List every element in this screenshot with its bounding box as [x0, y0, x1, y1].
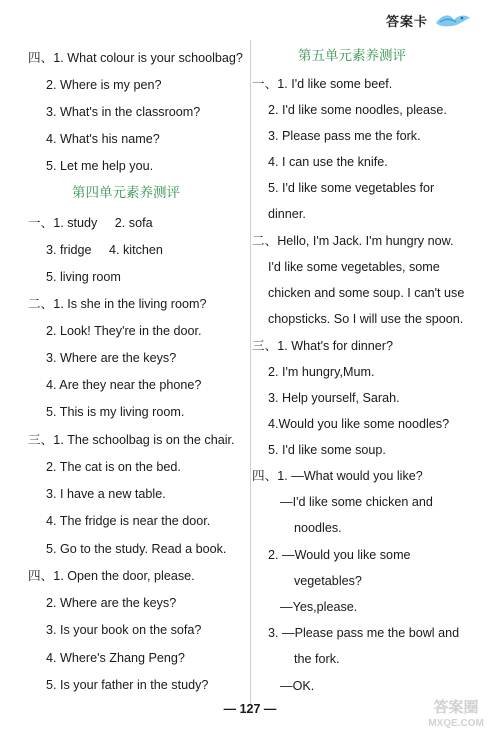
- answer-line: 二、Hello, I'm Jack. I'm hungry now.: [252, 234, 454, 248]
- answer-card-header: [386, 4, 472, 36]
- answer-line: noodles.: [294, 521, 342, 535]
- answer-line: 4. Are they near the phone?: [46, 378, 202, 392]
- answer-line: 3. Where are the keys?: [46, 351, 177, 365]
- answer-line: 4.Would you like some noodles?: [268, 417, 450, 431]
- answer-line: 3. Help yourself, Sarah.: [268, 391, 400, 405]
- watermark-line1: 答案圈: [433, 699, 479, 716]
- answer-line: 2. Look! They're in the door.: [46, 324, 202, 338]
- answer-line: 5. I'd like some soup.: [268, 443, 386, 457]
- watermark-line2: MXQE.COM: [428, 718, 484, 729]
- answer-line: 3. —Please pass me the bowl and: [268, 626, 460, 640]
- answer-line: chopsticks. So I will use the spoon.: [268, 312, 464, 326]
- answer-line: 2. Where are the keys?: [46, 596, 177, 610]
- answer-line: 5. living room: [46, 270, 121, 284]
- answer-line: 四、1. —What would you like?: [252, 469, 423, 483]
- section-title-unit5: 第五单元素养测评: [298, 48, 406, 63]
- answer-line: 四、1. Open the door, please.: [28, 569, 195, 583]
- answer-line: 三、1. What's for dinner?: [252, 339, 393, 353]
- answer-line: 4. The fridge is near the door.: [46, 514, 211, 528]
- answer-line: chicken and some soup. I can't use: [268, 286, 465, 300]
- answer-line: 一、1. study 2. sofa: [28, 216, 153, 230]
- answer-line: 2. I'd like some noodles, please.: [268, 103, 447, 117]
- answer-line: —I'd like some chicken and: [280, 495, 433, 509]
- answer-line: 3. What's in the classroom?: [46, 105, 201, 119]
- watermark-logo: [416, 696, 496, 730]
- answer-line: 5. Go to the study. Read a book.: [46, 542, 227, 556]
- header-label: 答案卡: [385, 13, 428, 29]
- answer-line: vegetables?: [294, 574, 362, 588]
- answer-line: 四、1. What colour is your schoolbag?: [28, 51, 243, 65]
- answer-line: 5. Let me help you.: [46, 159, 154, 173]
- answer-line: —Yes,please.: [280, 600, 358, 614]
- answer-line: 3. I have a new table.: [46, 487, 166, 501]
- answer-line: 三、1. The schoolbag is on the chair.: [28, 433, 235, 447]
- answer-line: 5. I'd like some vegetables for: [268, 181, 435, 195]
- page-number: — 127 —: [223, 702, 277, 716]
- answer-line: the fork.: [294, 652, 340, 666]
- answer-line: 5. Is your father in the study?: [46, 678, 209, 692]
- answer-line: 2. —Would you like some: [268, 548, 411, 562]
- answer-line: —OK.: [280, 679, 315, 693]
- answer-line: dinner.: [268, 207, 306, 221]
- answer-line: 2. The cat is on the bed.: [46, 460, 181, 474]
- answer-line: I'd like some vegetables, some: [268, 260, 440, 274]
- answer-line: 2. I'm hungry,Mum.: [268, 365, 375, 379]
- answer-line: 2. Where is my pen?: [46, 78, 162, 92]
- answer-line: 4. I can use the knife.: [268, 155, 388, 169]
- answer-line: 5. This is my living room.: [46, 405, 185, 419]
- answer-line: 3. Is your book on the sofa?: [46, 623, 202, 637]
- answer-line: 二、1. Is she in the living room?: [28, 297, 207, 311]
- column-divider: [250, 40, 251, 705]
- answer-line: 一、1. I'd like some beef.: [252, 77, 393, 91]
- answer-line: 4. What's his name?: [46, 132, 160, 146]
- bird-decoration-icon: [432, 8, 472, 32]
- section-title-unit4: 第四单元素养测评: [72, 185, 180, 200]
- answer-line: 3. fridge 4. kitchen: [46, 243, 163, 257]
- answer-line: 3. Please pass me the fork.: [268, 129, 421, 143]
- answer-line: 4. Where's Zhang Peng?: [46, 651, 185, 665]
